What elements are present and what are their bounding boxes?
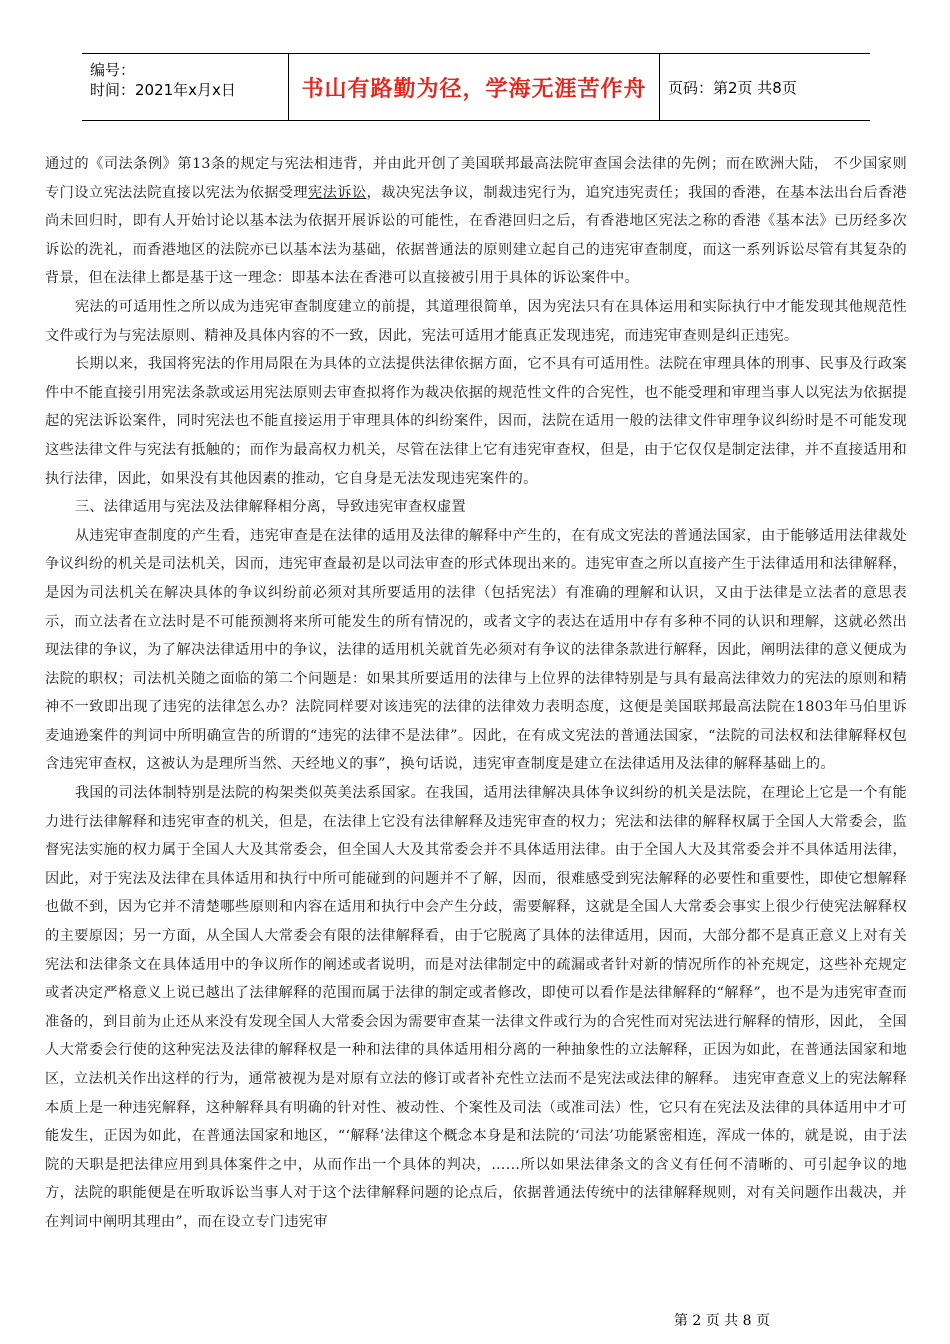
page-footer: 第 2 页 共 8 页	[673, 1313, 770, 1329]
page-header	[82, 53, 870, 121]
section-heading: 三、法律适用与宪法及法律解释相分离，导致违宪审查权虚置	[74, 499, 466, 516]
document-time-label: 时间：2021年x月x日	[90, 81, 236, 99]
paragraph-1	[45, 150, 907, 293]
constitutional-litigation-link[interactable]: 宪法诉讼	[308, 184, 367, 201]
paragraph-1-text-before: 通过的《司法条例》第13条的规定与宪法相违背，并由此开创了美国联邦最高法院审查国会法律的先例；而在欧洲大陆， 不少国家则专门设立宪法法院直接以宪法为依据受理	[45, 156, 907, 201]
header-meta	[82, 54, 288, 120]
header-page-label: 页码：第2页 共8页	[668, 78, 797, 97]
paragraph-3: 长期以来，我国将宪法的作用局限在为具体的立法提供法律依据方面，它不具有可适用性。法院在审理具体的刑事、民事及行政案件中不能直接引用宪法条款或运用宪法原则去审查拟将作为裁决依据的规范性文件的合宪性，也不能受理和审理当事人以宪法为依据提起的宪法诉讼案件，同时宪法也不能直接运用于审理具体的纠纷案件，因而，法院在适用一般的法律文件审理争议纠纷时是不可能发现这些法律文件与宪法有抵触的；而作为最高权力机关，尽管在法律上它有违宪审查权，但是，由于它仅仅是制定法律，并不直接适用和执行法律，因此，如果没有其他因素的推动，它自身是无法发现违宪案件的。	[45, 356, 907, 487]
paragraph-6: 我国的司法体制特别是法院的构架类似英美法系国家。在我国，适用法律解决具体争议纠纷的机关是法院，在理论上它是一个有能力进行法律解释和违宪审查的机关，但是，在法律上它没有法律解释及违宪审查的权力；宪法和法律的解释权属于全国人大常委会，监督宪法实施的权力属于全国人大及其常委会，但全国人大及其常委会并不具体适用法律。由于全国人大及其常委会并不具体适用法律，因此，对于宪法及法律在具体适用和执行中所可能碰到的问题并不了解，因而，很难感受到宪法解释的必要性和重要性，即使它想解释也做不到，因为它并不清楚哪些原则和内容在适用和执行中会产生分歧，需要解释，这就是全国人大常委会事实上很少行使宪法解释权的主要原因；另一方面，从全国人大常委会有限的法律解释看，由于它脱离了具体的法律适用，因而，大部分都不是真正意义上对有关宪法和法律条文在具体适用中的争议所作的阐述或者说明，而是对法律制定中的疏漏或者针对新的情况所作的补充规定，这些补充规定或者决定严格意义上说已越出了法律解释的范围而属于法律的制定或者修改，即使可以看作是法律解释的“解释”，也不是为违宪审查而准备的，到目前为止还从来没有发现全国人大常委会因为需要审查某一法律文件或行为的合宪性而对宪法进行解释的情形，因此， 全国人大常委会行使的这种宪法及法律的解释权是一种和法律的具体适用相分离的一种抽象性的立法解释，正因为如此，在普通法国家和地区，立法机关作出这样的行为，通常被视为是对原有立法的修订或者补充性立法而不是宪法或法律的解释。 违宪审查意义上的宪法解释本质上是一种违宪解释，这种解释具有明确的针对性、被动性、个案性及司法（或准司法）性，它只有在宪法及法律的具体适用中才可能发生，正因为如此，在普通法国家和地区，“‘解释’法律这个概念本身是和法院的‘司法’功能紧密相连，浑成一体的，就是说，由于法院的天职是把法律应用到具体案件之中，从而作出一个具体的判决，……所以如果法律条文的含义有任何不清晰的、可引起争议的地方，法院的职能便是在听取诉讼当事人对于这个法律解释问题的论点后，依据普通法传统中的法律解释规则，对有关问题作出裁决，并在判词中阐明其理由”，而在设立专门违宪审	[45, 785, 907, 1230]
document-number-label: 编号：	[90, 61, 136, 79]
paragraph-2: 宪法的可适用性之所以成为违宪审查制度建立的前提，其道理很简单，因为宪法只有在具体运用和实际执行中才能发现其他规范性文件或行为与宪法原则、精神及具体内容的不一致，因此，宪法可适用才能真正发现违宪，而违宪审查则是纠正违宪。	[45, 298, 907, 344]
paragraph-5: 从违宪审查制度的产生看，违宪审查是在法律的适用及法律的解释中产生的，在有成文宪法的普通法国家，由于能够适用法律裁处争议纠纷的机关是司法机关，因而，违宪审查最初是以司法审查的形式体现出来的。违宪审查之所以直接产生于法律适用和法律解释，是因为司法机关在解决具体的争议纠纷前必须对其所要适用的法律（包括宪法）有准确的理解和认识，又由于法律是立法者的意思表示，而立法者在立法时是不可能预测将来所可能发生的所有情况的，或者文字的表达在适用中存有多种不同的认识和理解，这就必然出现法律的争议，为了解决法律适用中的争议，法律的适用机关就首先必须对有争议的法律条款进行解释，因此，阐明法律的意义便成为法院的职权；司法机关随之面临的第二个问题是：如果其所要适用的法律与上位界的法律特别是与具有最高法律效力的宪法的原则和精神不一致即出现了违宪的法律怎么办？法院同样要对该违宪的法律的法律效力表明态度，这便是美国联邦最高法院在1803年马伯里诉麦迪逊案件的判词中所明确宣告的所谓的“违宪的法律不是法律”。因此，在有成文宪法的普通法国家，“法院的司法权和法律解释权包含违宪审查权，这被认为是理所当然、天经地义的事”，换句话说，违宪审查制度是建立在法律适用及法律的解释基础上的。	[45, 527, 907, 773]
document-body	[45, 150, 907, 1237]
paragraph-1-text-after: ，裁决宪法争议，制裁违宪行为，追究违宪责任；我国的香港，在基本法出台后香港尚未回归时，即有人开始讨论以基本法为依据开展诉讼的可能性，在香港回归之后，有香港地区宪法之称的香港《基本法》已历经多次诉讼的洗礼，而香港地区的法院亦已以基本法为基础，依据普通法的原则建立起自己的违宪审查制度，而这一系列诉讼尽管有其复杂的背景，但在法律上都是基于这一理念：即基本法在香港可以直接被引用于具体的诉讼案件中。	[45, 184, 908, 287]
header-motto: 书山有路勤为径，学海无涯苦作舟	[288, 54, 660, 120]
